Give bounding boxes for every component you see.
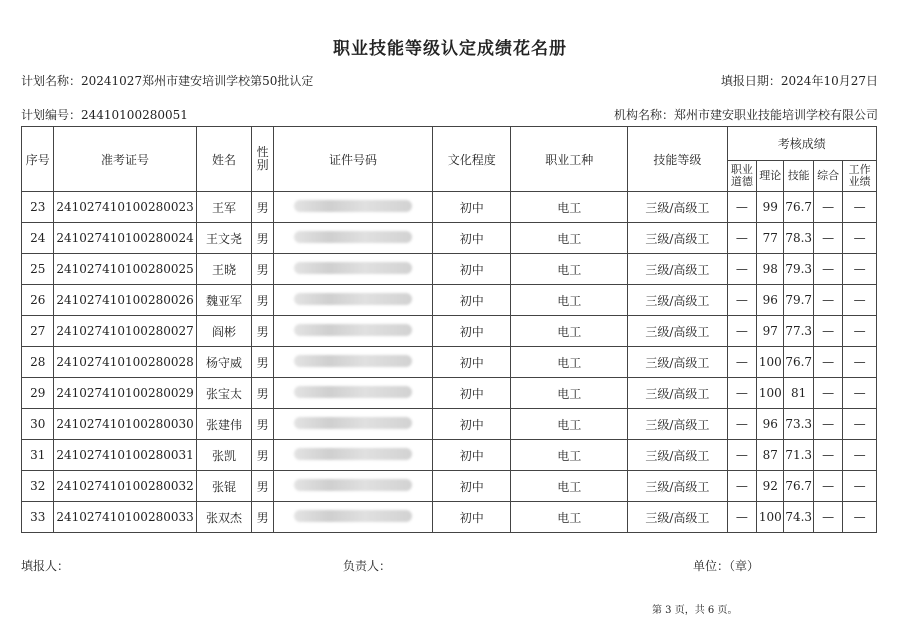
- cell-overall: —: [813, 254, 842, 285]
- cell-performance: —: [843, 285, 877, 316]
- cell-performance: —: [843, 223, 877, 254]
- cell-id-no-redacted: [273, 378, 432, 409]
- cell-exam-no: 241027410100280032: [54, 471, 196, 502]
- cell-gender: 男: [252, 254, 273, 285]
- cell-ethics: —: [727, 223, 756, 254]
- cell-overall: —: [813, 347, 842, 378]
- table-row: [22, 440, 877, 471]
- cell-occupation: 电工: [511, 347, 628, 378]
- cell-theory: 96: [757, 285, 784, 316]
- cell-education: 初中: [433, 378, 511, 409]
- cell-level: 三级/高级工: [628, 316, 728, 347]
- cell-skill: 71.3: [784, 440, 813, 471]
- cell-skill: 76.7: [784, 192, 813, 223]
- cell-gender: 男: [252, 502, 273, 533]
- cell-exam-no: 241027410100280025: [54, 254, 196, 285]
- header-name: 姓名: [196, 127, 252, 192]
- cell-id-no-redacted: [273, 285, 432, 316]
- cell-occupation: 电工: [511, 502, 628, 533]
- cell-name: 魏亚军: [196, 285, 252, 316]
- cell-performance: —: [843, 316, 877, 347]
- redacted-id-blur: [294, 293, 412, 305]
- cell-overall: —: [813, 285, 842, 316]
- cell-id-no-redacted: [273, 254, 432, 285]
- table-row: [22, 192, 877, 223]
- cell-skill: 76.7: [784, 471, 813, 502]
- cell-overall: —: [813, 471, 842, 502]
- cell-seq: 32: [22, 471, 54, 502]
- cell-skill: 81: [784, 378, 813, 409]
- header-seq: 序号: [22, 127, 54, 192]
- cell-occupation: 电工: [511, 254, 628, 285]
- cell-id-no-redacted: [273, 502, 432, 533]
- cell-gender: 男: [252, 223, 273, 254]
- redacted-id-blur: [294, 262, 412, 274]
- table-row: [22, 347, 877, 378]
- cell-gender: 男: [252, 285, 273, 316]
- header-level: 技能等级: [628, 127, 728, 192]
- cell-seq: 33: [22, 502, 54, 533]
- cell-name: 王文尧: [196, 223, 252, 254]
- cell-ethics: —: [727, 440, 756, 471]
- cell-education: 初中: [433, 440, 511, 471]
- cell-seq: 24: [22, 223, 54, 254]
- header-id-no: 证件号码: [273, 127, 432, 192]
- cell-level: 三级/高级工: [628, 409, 728, 440]
- footer-responsible: 负责人：: [343, 559, 392, 573]
- cell-gender: 男: [252, 440, 273, 471]
- cell-skill: 73.3: [784, 409, 813, 440]
- cell-occupation: 电工: [511, 440, 628, 471]
- plan-number: 计划编号：24410100280051: [21, 108, 188, 122]
- cell-theory: 77: [757, 223, 784, 254]
- cell-ethics: —: [727, 471, 756, 502]
- score-roster-table: [21, 126, 877, 533]
- cell-theory: 96: [757, 409, 784, 440]
- cell-seq: 23: [22, 192, 54, 223]
- table-row: [22, 223, 877, 254]
- cell-occupation: 电工: [511, 378, 628, 409]
- cell-education: 初中: [433, 285, 511, 316]
- cell-occupation: 电工: [511, 471, 628, 502]
- cell-overall: —: [813, 316, 842, 347]
- cell-exam-no: 241027410100280029: [54, 378, 196, 409]
- table-row: [22, 285, 877, 316]
- cell-exam-no: 241027410100280031: [54, 440, 196, 471]
- cell-overall: —: [813, 440, 842, 471]
- cell-skill: 79.7: [784, 285, 813, 316]
- plan-name: 计划名称：20241027郑州市建安培训学校第50批认定: [21, 74, 314, 88]
- header-exam-no: 准考证号: [54, 127, 196, 192]
- cell-occupation: 电工: [511, 223, 628, 254]
- page-title: 职业技能等级认定成绩花名册: [333, 39, 567, 59]
- cell-occupation: 电工: [511, 192, 628, 223]
- cell-education: 初中: [433, 254, 511, 285]
- cell-level: 三级/高级工: [628, 254, 728, 285]
- header-ethics: 职业道德: [727, 161, 756, 192]
- cell-gender: 男: [252, 471, 273, 502]
- redacted-id-blur: [294, 355, 412, 367]
- table-row: [22, 254, 877, 285]
- cell-ethics: —: [727, 347, 756, 378]
- cell-occupation: 电工: [511, 409, 628, 440]
- cell-skill: 79.3: [784, 254, 813, 285]
- cell-skill: 77.3: [784, 316, 813, 347]
- cell-ethics: —: [727, 502, 756, 533]
- cell-performance: —: [843, 440, 877, 471]
- cell-seq: 29: [22, 378, 54, 409]
- cell-overall: —: [813, 502, 842, 533]
- header-performance: 工作业绩: [843, 161, 877, 192]
- footer-unit: 单位：（章）: [693, 559, 760, 573]
- cell-level: 三级/高级工: [628, 440, 728, 471]
- cell-name: 张宝太: [196, 378, 252, 409]
- redacted-id-blur: [294, 479, 412, 491]
- cell-name: 张建伟: [196, 409, 252, 440]
- header-theory: 理论: [757, 161, 784, 192]
- cell-ethics: —: [727, 316, 756, 347]
- cell-id-no-redacted: [273, 440, 432, 471]
- cell-overall: —: [813, 192, 842, 223]
- cell-education: 初中: [433, 471, 511, 502]
- cell-education: 初中: [433, 192, 511, 223]
- cell-performance: —: [843, 192, 877, 223]
- cell-level: 三级/高级工: [628, 285, 728, 316]
- cell-level: 三级/高级工: [628, 192, 728, 223]
- redacted-id-blur: [294, 386, 412, 398]
- page-indicator: 第 3 页，共 6 页。: [652, 605, 738, 616]
- cell-theory: 100: [757, 502, 784, 533]
- cell-name: 王晓: [196, 254, 252, 285]
- cell-name: 张双杰: [196, 502, 252, 533]
- cell-performance: —: [843, 409, 877, 440]
- cell-performance: —: [843, 502, 877, 533]
- cell-skill: 76.7: [784, 347, 813, 378]
- cell-performance: —: [843, 378, 877, 409]
- cell-theory: 98: [757, 254, 784, 285]
- cell-overall: —: [813, 223, 842, 254]
- cell-theory: 99: [757, 192, 784, 223]
- cell-gender: 男: [252, 347, 273, 378]
- cell-exam-no: 241027410100280027: [54, 316, 196, 347]
- cell-level: 三级/高级工: [628, 471, 728, 502]
- cell-exam-no: 241027410100280030: [54, 409, 196, 440]
- cell-id-no-redacted: [273, 316, 432, 347]
- redacted-id-blur: [294, 510, 412, 522]
- redacted-id-blur: [294, 231, 412, 243]
- redacted-id-blur: [294, 200, 412, 212]
- cell-occupation: 电工: [511, 316, 628, 347]
- cell-theory: 87: [757, 440, 784, 471]
- cell-name: 张锟: [196, 471, 252, 502]
- table-row: [22, 471, 877, 502]
- cell-overall: —: [813, 378, 842, 409]
- table-row: [22, 502, 877, 533]
- fill-date: 填报日期：2024年10月27日: [720, 74, 878, 88]
- cell-performance: —: [843, 347, 877, 378]
- cell-skill: 74.3: [784, 502, 813, 533]
- cell-id-no-redacted: [273, 192, 432, 223]
- cell-theory: 100: [757, 347, 784, 378]
- redacted-id-blur: [294, 324, 412, 336]
- cell-education: 初中: [433, 347, 511, 378]
- cell-exam-no: 241027410100280024: [54, 223, 196, 254]
- cell-gender: 男: [252, 409, 273, 440]
- header-skill: 技能: [784, 161, 813, 192]
- cell-id-no-redacted: [273, 409, 432, 440]
- cell-seq: 26: [22, 285, 54, 316]
- cell-exam-no: 241027410100280028: [54, 347, 196, 378]
- cell-id-no-redacted: [273, 471, 432, 502]
- cell-name: 阎彬: [196, 316, 252, 347]
- header-occupation: 职业工种: [511, 127, 628, 192]
- cell-seq: 25: [22, 254, 54, 285]
- cell-ethics: —: [727, 378, 756, 409]
- cell-ethics: —: [727, 254, 756, 285]
- cell-level: 三级/高级工: [628, 378, 728, 409]
- cell-gender: 男: [252, 378, 273, 409]
- redacted-id-blur: [294, 417, 412, 429]
- cell-name: 杨守威: [196, 347, 252, 378]
- cell-ethics: —: [727, 285, 756, 316]
- cell-education: 初中: [433, 316, 511, 347]
- cell-name: 张凯: [196, 440, 252, 471]
- cell-education: 初中: [433, 223, 511, 254]
- header-assessment: 考核成绩: [727, 127, 876, 161]
- header-education: 文化程度: [433, 127, 511, 192]
- header-overall: 综合: [813, 161, 842, 192]
- cell-id-no-redacted: [273, 223, 432, 254]
- cell-seq: 31: [22, 440, 54, 471]
- table-row: [22, 378, 877, 409]
- org-name: 机构名称：郑州市建安职业技能培训学校有限公司: [613, 108, 878, 122]
- cell-exam-no: 241027410100280033: [54, 502, 196, 533]
- cell-gender: 男: [252, 192, 273, 223]
- cell-seq: 27: [22, 316, 54, 347]
- cell-name: 王军: [196, 192, 252, 223]
- cell-exam-no: 241027410100280023: [54, 192, 196, 223]
- table-row: [22, 316, 877, 347]
- cell-ethics: —: [727, 409, 756, 440]
- cell-education: 初中: [433, 409, 511, 440]
- cell-exam-no: 241027410100280026: [54, 285, 196, 316]
- header-gender: 性别: [252, 127, 273, 192]
- cell-performance: —: [843, 254, 877, 285]
- cell-skill: 78.3: [784, 223, 813, 254]
- cell-theory: 92: [757, 471, 784, 502]
- cell-seq: 28: [22, 347, 54, 378]
- cell-theory: 97: [757, 316, 784, 347]
- cell-seq: 30: [22, 409, 54, 440]
- cell-overall: —: [813, 409, 842, 440]
- cell-theory: 100: [757, 378, 784, 409]
- cell-education: 初中: [433, 502, 511, 533]
- cell-level: 三级/高级工: [628, 347, 728, 378]
- cell-level: 三级/高级工: [628, 223, 728, 254]
- cell-occupation: 电工: [511, 285, 628, 316]
- cell-performance: —: [843, 471, 877, 502]
- table-row: [22, 409, 877, 440]
- redacted-id-blur: [294, 448, 412, 460]
- cell-level: 三级/高级工: [628, 502, 728, 533]
- footer-filler: 填报人：: [21, 559, 70, 573]
- cell-gender: 男: [252, 316, 273, 347]
- cell-ethics: —: [727, 192, 756, 223]
- cell-id-no-redacted: [273, 347, 432, 378]
